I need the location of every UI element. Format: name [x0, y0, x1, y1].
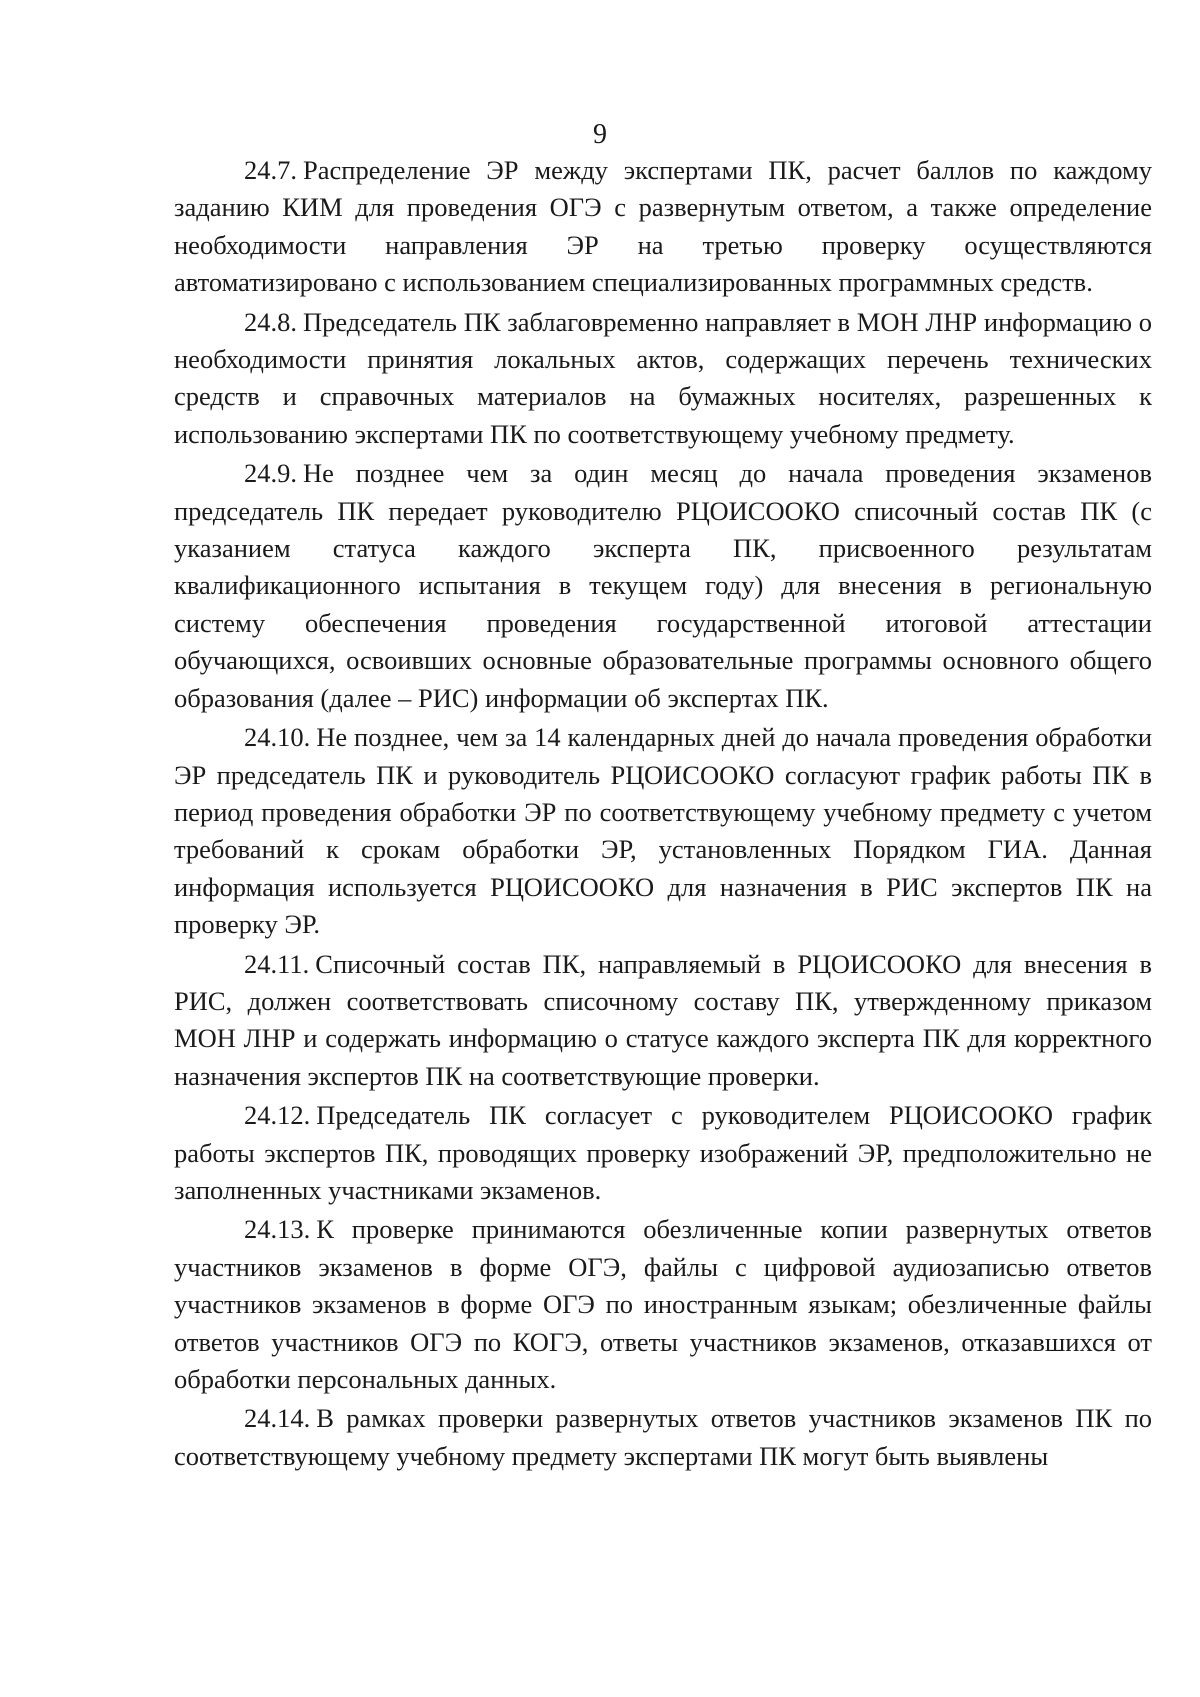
paragraph-24-14	[174, 1400, 1152, 1475]
paragraph-text: Не позднее, чем за 14 календарных дней до начала проведения обработки ЭР председатель ПК и руководитель РЦОИСООКО согласуют график работы ПК в период проведения обработки ЭР по соответствующему учебному предмету с учетом требований к срокам обработки ЭР, установленных Порядком ГИА. Данная информация используется РЦОИСООКО для назначения в РИС экспертов ПК на проверку ЭР.	[174, 722, 1152, 940]
paragraph-text: Не позднее чем за один месяц до начала проведения экзаменов председатель ПК передает руководителю РЦОИСООКО списочный состав ПК (с указанием статуса каждого эксперта ПК, присвоенного результатам квалификационного испытания в текущем году) для внесения в региональную систему обеспечения проведения государственной итоговой аттестации обучающихся, освоивших основные образовательные программы основного общего образования (далее – РИС) информации об экспертах ПК.	[174, 458, 1152, 713]
paragraph-text: К проверке принимаются обезличенные копии развернутых ответов участников экзаменов в форме ОГЭ, файлы с цифровой аудиозаписью ответов участников экзаменов в форме ОГЭ по иностранным языкам; обезличенные файлы ответов участников ОГЭ по КОГЭ, ответы участников экзаменов, отказавшихся от обработки персональных данных.	[174, 1214, 1152, 1394]
paragraph-24-10	[174, 719, 1152, 943]
paragraph-number: 24.12.	[244, 1100, 311, 1131]
paragraph-number: 24.8.	[244, 306, 297, 337]
page-number: 9	[593, 119, 607, 150]
paragraph-text: Председатель ПК заблаговременно направляет в МОН ЛНР информацию о необходимости принятия локальных актов, содержащих перечень технических средств и справочных материалов на бумажных носителях, разрешенных к использованию экспертами ПК по соответствующему учебному предмету.	[174, 306, 1152, 449]
paragraph-number: 24.9.	[244, 458, 297, 489]
paragraph-number: 24.10.	[244, 722, 311, 753]
paragraph-number: 24.11.	[244, 948, 310, 979]
paragraph-number: 24.14.	[244, 1403, 311, 1434]
paragraph-text: Распределение ЭР между экспертами ПК, расчет баллов по каждому заданию КИМ для проведения ОГЭ с развернутым ответом, а также определение необходимости направления ЭР на третью проверку осуществляются автоматизировано с использованием специализированных программных средств.	[174, 155, 1152, 298]
paragraph-24-7	[174, 152, 1152, 302]
paragraph-text: В рамках проверки развернутых ответов участников экзаменов ПК по соответствующему учебному предмету экспертами ПК могут быть выявлены	[174, 1403, 1152, 1471]
paragraph-number: 24.13.	[244, 1214, 311, 1245]
paragraph-24-12	[174, 1097, 1152, 1209]
paragraph-24-13	[174, 1211, 1152, 1398]
paragraph-text: Председатель ПК согласует с руководителем РЦОИСООКО график работы экспертов ПК, проводящих проверку изображений ЭР, предположительно не заполненных участниками экзаменов.	[174, 1100, 1152, 1205]
paragraph-24-9	[174, 455, 1152, 717]
paragraph-number: 24.7.	[244, 155, 297, 185]
document-body	[174, 152, 1152, 1477]
paragraph-text: Списочный состав ПК, направляемый в РЦОИСООКО для внесения в РИС, должен соответствовать списочному составу ПК, утвержденному приказом МОН ЛНР и содержать информацию о статусе каждого эксперта ПК для корректного назначения экспертов ПК на соответствующие проверки.	[174, 948, 1152, 1091]
paragraph-24-8	[174, 304, 1152, 454]
paragraph-24-11	[174, 946, 1152, 1096]
